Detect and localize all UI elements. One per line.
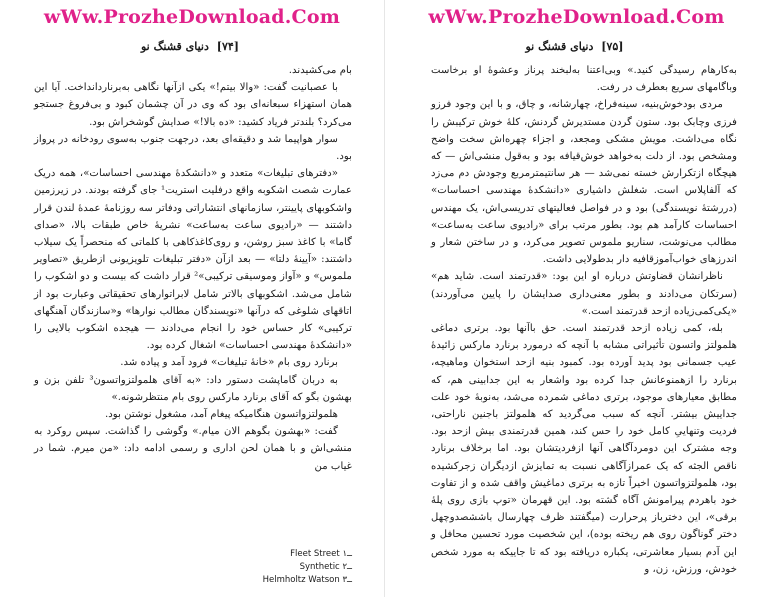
body-text bbox=[34, 62, 352, 475]
page-number: [۷۴] bbox=[216, 40, 239, 53]
footnote-number: ۲ــ bbox=[342, 562, 352, 572]
paragraph: بام می‌کشیدند. bbox=[288, 65, 352, 76]
paragraph: برنارد روی بام «خانهٔ تبلیغات» فرود آمد و پیاده شد. bbox=[120, 357, 338, 369]
watermark: wWw.ProzheDownload.Com bbox=[43, 6, 341, 28]
right-page bbox=[384, 0, 768, 597]
watermark: wWw.ProzheDownload.Com bbox=[428, 6, 725, 28]
running-title: دنیای قشنگ نو bbox=[141, 40, 209, 53]
paragraph: مردی بودخوش‌بنیه، سینه‌فراخ، چهارشانه، و چاق، و با این وجود فرزو فرزی وچابک بود. ستون گردن مستدیرش گردنش، کلهٔ خوش ترکیبش را نگاه می‌داشت. مویش مشکی ومجعد، و اجزاء چهره‌اش سخت واضح ومشخص بود. از دلت به‌خواهد خوش‌قیافه بود و به‌قول منشی‌اش — که هیچگاه ازتکرارش خسته نمی‌شد — هر سانتیمترمربع وجودش دم می‌زد که آلفاپلاس است. شغلش داشیاری «دانشکدهٔ مهندسی احساسات» (دررشتهٔ نویسندگی) بود و در فواصل فعالیتهای تدریسی‌اش، یک مهندس احساسات کارآمد هم بود. بطور مرتب برای «رادیوی ساعت به‌ساعت» مطالب می‌نوشت، سناریو ملموس تصویر می‌کرد، و در ساختن شعار و اندرزهای خواب‌آموزقافیه دار بدطولایی داشت. bbox=[431, 99, 737, 266]
footnote bbox=[34, 561, 352, 574]
footnotes bbox=[34, 548, 352, 587]
footnote-latin: Helmholtz Watson bbox=[262, 575, 340, 585]
paragraph: گفت: «بهشون بگوهم الان میام.» وگوشی را گذاشت. سپس روکرد به منشی‌اش و با همان لحن اداری و رسمی ادامه داد: «من میرم. شما در غیاب من bbox=[34, 426, 352, 472]
footnote-number: ۳ــ bbox=[342, 575, 352, 585]
paragraph: بله، کمی زیاده ازحد قدرتمند است. حق باآنها بود. برتری دماغی هلمولتز واتسون تأثیراتی مشابه با آنچه که درمورد برنارد مارکس زائیدهٔ عیب جسمانی بود پدید آورده بود. کمبود بنیه ازحد استخوان وماهیچه، برنارد را ازهمنوعانش جدا کرده بود واشعار به این جدابینی هم، که مطابق معیارهای موجود، برتری دماغی شمرده می‌شد، به‌نوبهٔ خود علت جداییش بیشتر. آنچه که سبب می‌گردید که هلمولتز باجنین ناراحتی، فردیت وتنهاییِ کامل خود را حس کند، همین قدرتمندی بیش ازحد بود. وجه مشترک این دومردآگاهی‌ آنها ازفردیتشان بود. اما برخلاف برنارد ناقص الجثه که یک عمرازآگاهی نسبت به تمایزش ازدیگران زجرکشیده بود، هلمولتزواتسون اخیراً تازه به برتری دماغیش واقف شده و از تفاوت خود باهردم پیرامونش آگاه گشته بود. این قهرمان «توپ بازی روی پلهٔ برقی»، این دخترباز پرحرارت (میگفتند ظرف چهارسال باششصدوچهل دختر گوناگون روی هم ریخته بوده)، این شخصیت مورد تحسین محافل و این آدم بسیار معاشرتی، یکباره دریافته بود که تا جاییکه به مورد شخص خودش، ورزش، زن، و bbox=[431, 323, 737, 575]
body-text bbox=[431, 62, 737, 578]
paragraph: هلمولتزواتسون هنگامیکه پیغام آمد، مشغول نوشتن بود. bbox=[105, 409, 338, 421]
paragraph: با عصبانیت گفت: «والا بیتم!» یکی ازآنها نگاهی به‌برناردانداخت. آیا این همان استهزاء سبعانه‌ای بود که وی در آن چشمان کبود و بی‌فروغ جستجو می‌کرد؟ بلندتر فریاد کشید: «ده بالا!» صدایش گوشخراش بود. bbox=[34, 82, 352, 128]
paragraph: سوار هواپیما شد و دقیقه‌ای بعد، درجهت جنوب به‌سوی رودخانه در پرواز بود. bbox=[34, 133, 352, 163]
running-head bbox=[0, 40, 384, 53]
paragraph: به‌کارهام رسیدگی کنید.» وبی‌اعتنا به‌لبخند پرناز وعشوهٔ او برخاست وباگامهای سریع بعطرف در رفت. bbox=[431, 65, 737, 94]
page-number: [۷۵] bbox=[601, 40, 624, 53]
footnote-latin: Synthetic bbox=[299, 562, 340, 572]
footnote bbox=[34, 548, 352, 561]
paragraph: «دفترهای تبلیغات» متعدد و «دانشکدهٔ مهندسی احساسات»، همه دریک عمارت شصت اشکوبه واقع درفلیت استریت¹ جای گرفته بودند. در زیرزمین واشکوبهای پایینتر، سازمانهای انتشاراتی ودفاتر سه روزنامهٔ عمدهٔ لندن قرار داشتند — «رادیوی ساعت به‌ساعت» نشریهٔ خاص طبقات بالا، «صدای گاما» با کاغذ سبز روشن، و روی‌کاغذکاهی با کلماتی که منحصراً یک سیلاب داشتند: «آیینهٔ دلتا» — بعد ازآن «دفتر تبلیغات تلویزیونی ازطریق «تصاویر ملموس» و «آواز وموسیقی ترکیبی»² قرار داشت که بیست و دو اشکوب را شامل می‌شد. اشکوبهای بالاتر شامل لابراتوارهای تحقیقاتی وعبارت بود از اتاقهای شلوغی که درآنها «نویسندگان مطالب نوارها» و«سازندگان آهنگهای ترکیبی» کار حساس خود را انجام می‌دادند — هیجده اشکوب بالایی را «دانشکدهٔ مهندسی احساسات» اشغال کرده بود. bbox=[34, 168, 352, 352]
running-head bbox=[385, 40, 768, 53]
footnote-latin: Fleet Street bbox=[290, 549, 340, 559]
paragraph: ناظرانشان قضاوتش درباره او این بود: «قدرتمند است. شاید هم» (سرتکان می‌دادند و بطور معنی‌داری صدایشان را پایین می‌آوردند) «یکی‌کمی‌زیاده ازحد قدرتمند است.» bbox=[431, 271, 737, 317]
footnote-number: ۱ــ bbox=[342, 549, 352, 559]
footnote bbox=[34, 574, 352, 587]
running-title: دنیای قشنگ نو bbox=[525, 40, 594, 53]
paragraph: به دربان گاماپشت دستور داد: «به آقای هلمولتزواتسون³ تلفن بزن و بهشون بگو که آقای برنارد مارکس روی بام منتظرشونه.» bbox=[34, 374, 352, 403]
